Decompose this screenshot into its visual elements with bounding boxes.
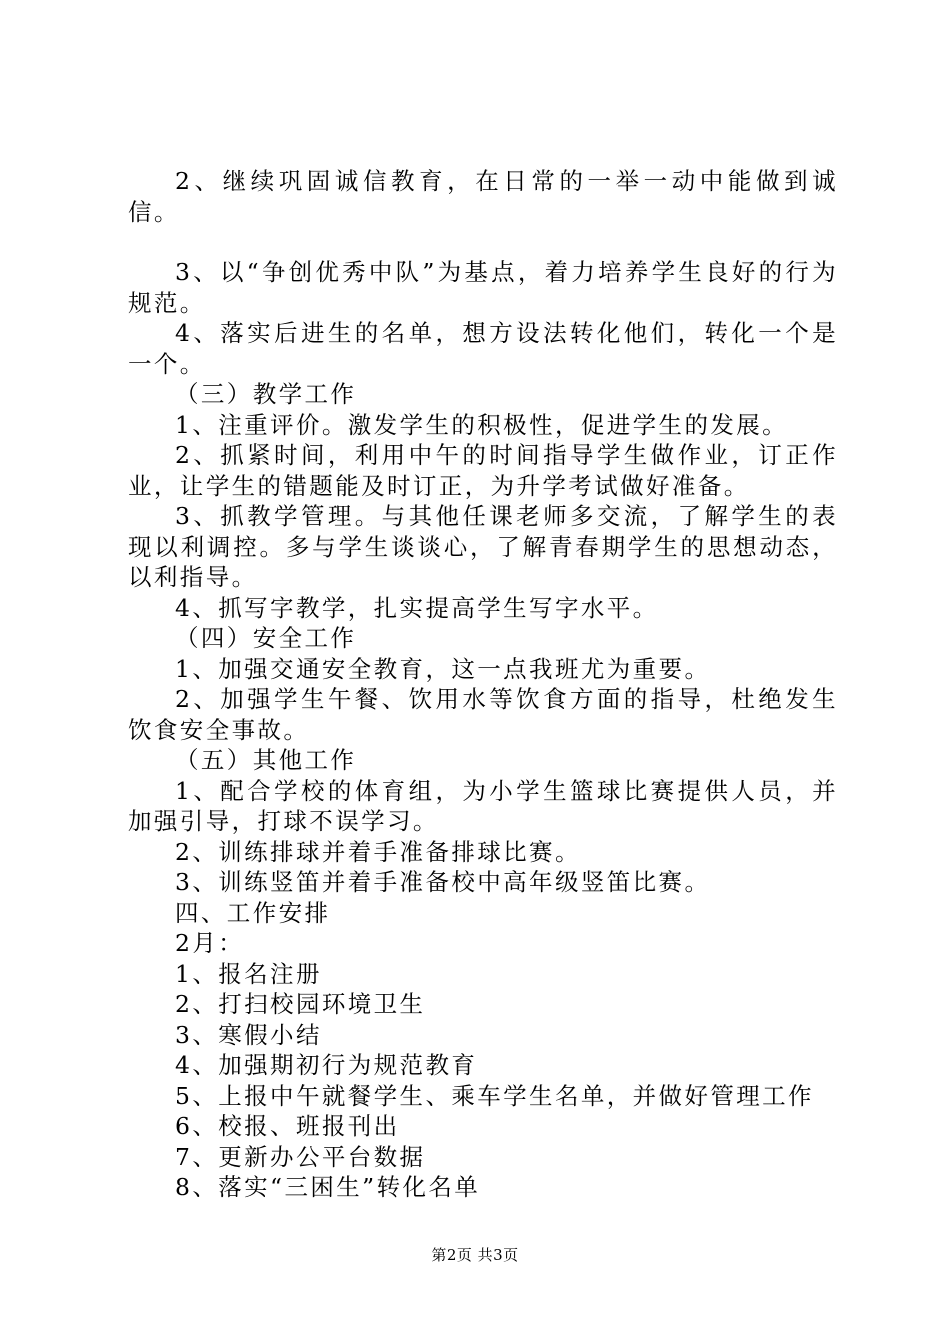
paragraph: 3、抓教学管理。与其他任课老师多交流，了解学生的表现以利调控。多与学生谈谈心，了解青春期学生的思想动态，以利指导。 — [128, 502, 838, 591]
list-item: 6、校报、班报刊出 — [175, 1112, 400, 1140]
paragraph: 1、配合学校的体育组，为小学生篮球比赛提供人员，并加强引导，打球不误学习。 — [128, 776, 838, 835]
paragraph: 2、训练排球并着手准备排球比赛。 — [175, 837, 581, 866]
page-number: 第2页 共3页 — [431, 1246, 519, 1264]
section-heading: （四）安全工作 — [175, 624, 357, 652]
paragraph: 3、以“争创优秀中队”为基点，着力培养学生良好的行为规范。 — [128, 258, 838, 317]
list-item: 1、报名注册 — [175, 959, 322, 988]
paragraph: 4、落实后进生的名单，想方设法转化他们，转化一个是一个。 — [128, 319, 838, 378]
list-item: 3、寒假小结 — [175, 1020, 322, 1049]
section-heading: 四、工作安排 — [175, 898, 331, 927]
paragraph: 2、加强学生午餐、饮用水等饮食方面的指导，杜绝发生饮食安全事故。 — [128, 685, 838, 744]
list-item: 8、落实“三困生”转化名单 — [175, 1173, 481, 1201]
page-footer — [0, 1245, 950, 1265]
list-item: 4、加强期初行为规范教育 — [175, 1051, 478, 1079]
list-item: 5、上报中午就餐学生、乘车学生名单，并做好管理工作 — [175, 1081, 814, 1110]
paragraph: 1、加强交通安全教育，这一点我班尤为重要。 — [175, 654, 711, 683]
paragraph: 2、继续巩固诚信教育，在日常的一举一动中能做到诚信。 — [128, 167, 838, 226]
section-heading: （三）教学工作 — [175, 380, 357, 408]
paragraph: 2月： — [175, 929, 245, 957]
paragraph: 3、训练竖笛并着手准备校中高年级竖笛比赛。 — [175, 868, 711, 896]
paragraph: 2、抓紧时间，利用中午的时间指导学生做作业，订正作业，让学生的错题能及时订正，为升学考试做好准备。 — [128, 441, 838, 500]
paragraph: 4、抓写字教学，扎实提高学生写字水平。 — [175, 593, 659, 622]
list-item: 7、更新办公平台数据 — [175, 1142, 426, 1171]
paragraph: 1、注重评价。激发学生的积极性，促进学生的发展。 — [175, 410, 789, 439]
document-body — [128, 166, 838, 1203]
list-item: 2、打扫校园环境卫生 — [175, 990, 426, 1018]
section-heading: （五）其他工作 — [175, 746, 357, 774]
